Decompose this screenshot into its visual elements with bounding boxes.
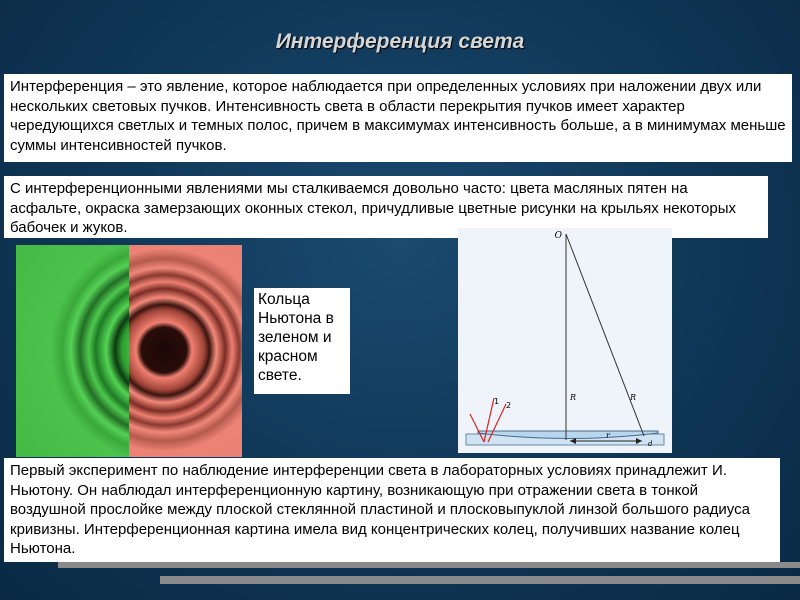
- thickness-label: d: [648, 440, 653, 448]
- experiment-paragraph: Первый эксперимент по наблюдение интерференции света в лабораторных условиях принадлежит И. Ньютону. Он наблюдал интерференционную картину, возникающую при отражении света в тонкой воздушной прослойке между плоской стеклянной пластиной и плосковыпуклой линзой большого радиуса кривизны. Интерференционная картина имела вид концентрических колец, получивших название колец Ньютона.: [4, 458, 780, 562]
- rings-caption: Кольца Ньютона в зеленом и красном свете.: [254, 288, 350, 394]
- ray-label-1: 1: [494, 397, 500, 406]
- ray-label-2: 2: [506, 401, 512, 410]
- newton-rings-diagram: [458, 228, 672, 453]
- footer-bar-bottom: [160, 576, 800, 584]
- green-half: [16, 245, 129, 457]
- newton-rings-image: [16, 245, 242, 457]
- distance-label: r: [606, 431, 610, 440]
- slide-title: Интерференция света: [275, 30, 525, 53]
- radius-label-1: R: [570, 393, 577, 402]
- point-o-label: O: [554, 231, 562, 241]
- radius-label-2: R: [630, 393, 637, 402]
- examples-paragraph: С интерференционными явлениями мы сталкиваемся довольно часто: цвета масляных пятен на асфальте, окраска замерзающих оконных стекол, причудливые цветные рисунки на крыльях некоторых бабочек и жуков.: [4, 176, 768, 238]
- definition-paragraph: Интерференция – это явление, которое наблюдается при определенных условиях при наложении двух или нескольких световых пучков. Интенсивность света в области перекрытия пучков имеет характер чередующихся светлых и темных полос, причем в максимумах интенсивность больше, а в минимумах меньше суммы интенсивностей пучков.: [4, 74, 792, 162]
- radius-line-slanted: [566, 234, 644, 436]
- red-half: [129, 245, 242, 457]
- footer-bar-top: [58, 562, 800, 568]
